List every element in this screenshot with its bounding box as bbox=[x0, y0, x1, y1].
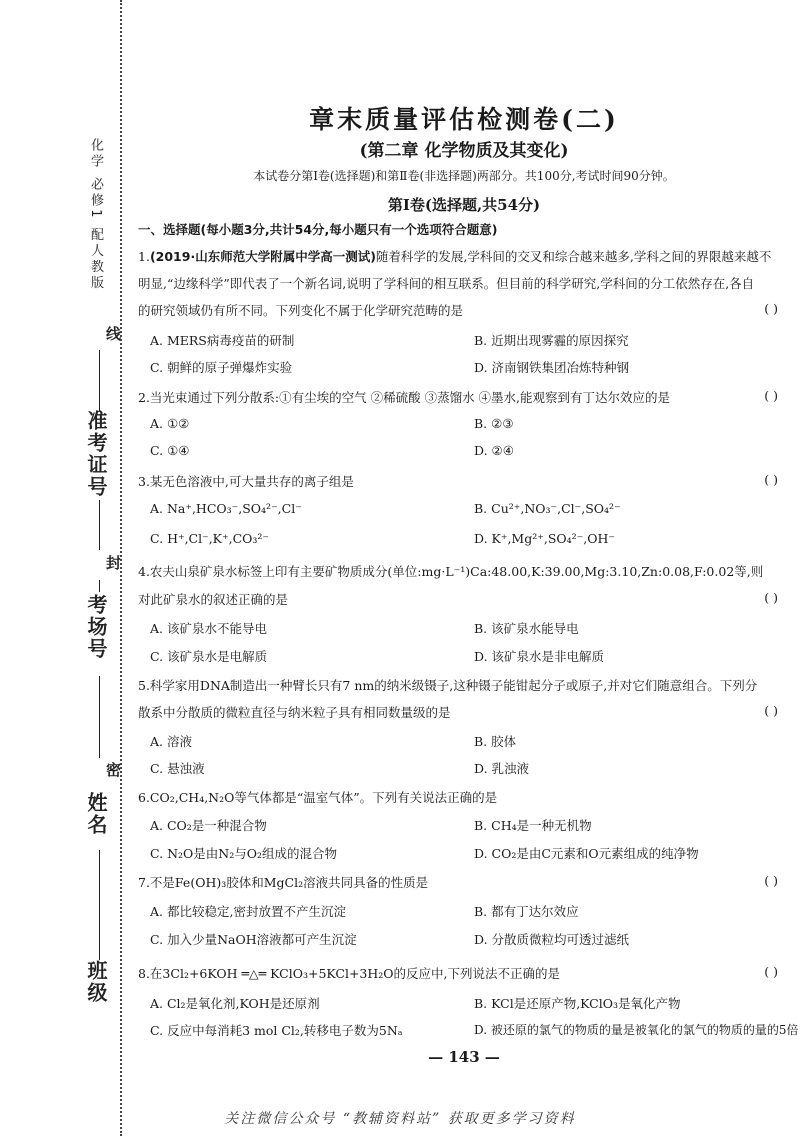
q6-option-a: A. CO₂是一种混合物 bbox=[150, 818, 267, 833]
q6-option-c: C. N₂O是由N₂与O₂组成的混合物 bbox=[150, 846, 337, 861]
q6-option-b: B. CH₄是一种无机物 bbox=[474, 818, 592, 833]
q1-option-d: D. 济南钢铁集团冶炼特种钢 bbox=[474, 360, 630, 375]
q2-option-d: D. ②④ bbox=[474, 443, 514, 458]
q3-line1 bbox=[138, 472, 790, 490]
q2-option-b: B. ②③ bbox=[474, 416, 514, 431]
q8-option-c: C. 反应中每消耗3 mol Cl₂,转移电子数为5Nₐ bbox=[150, 1023, 403, 1038]
binding-sidebar bbox=[0, 0, 120, 1136]
q8-option-a: A. Cl₂是氧化剂,KOH是还原剂 bbox=[150, 996, 320, 1011]
q2-option-a: A. ①② bbox=[150, 416, 190, 431]
section-heading: 第Ⅰ卷(选择题,共54分) bbox=[387, 196, 541, 214]
field-line-kch bbox=[99, 580, 100, 592]
section-instruction: 一、选择题(每小题3分,共计54分,每小题只有一个选项符合题意) bbox=[138, 222, 498, 237]
q4-option-a: A. 该矿泉水不能导电 bbox=[150, 621, 267, 636]
q7-option-b: B. 都有丁达尔效应 bbox=[474, 904, 579, 919]
q2-option-c: C. ①④ bbox=[150, 443, 190, 458]
q4-option-c: C. 该矿泉水是电解质 bbox=[150, 649, 268, 664]
q4-option-d: D. 该矿泉水是非电解质 bbox=[474, 649, 605, 664]
seal-char-xian: 线 bbox=[104, 326, 122, 341]
q5-option-c: C. 悬浊液 bbox=[150, 761, 205, 776]
q1-line3 bbox=[138, 301, 790, 319]
answer-bracket: ( ) bbox=[764, 703, 778, 718]
q4-line1: 4.农夫山泉矿泉水标签上印有主要矿物质成分(单位:mg·L⁻¹)Ca:48.00,K:39.00,Mg:3.10,Zn:0.08,F:0.02等,则 bbox=[138, 564, 764, 579]
q5-line1: 5.科学家用DNA制造出一种臂长只有7 nm的纳米级镊子,这种镊子能钳起分子或原子,并对它们随意组合。下列分 bbox=[138, 678, 758, 693]
q3-option-b: B. Cu²⁺,NO₃⁻,Cl⁻,SO₄²⁻ bbox=[474, 501, 621, 516]
field-line-zkz bbox=[99, 350, 100, 412]
q8-line1 bbox=[138, 964, 790, 982]
answer-bracket: ( ) bbox=[764, 388, 778, 403]
q4-text2: 对此矿泉水的叙述正确的是 bbox=[138, 592, 289, 607]
page-number: — 143 — bbox=[428, 1048, 500, 1066]
q1-text: 随着科学的发展,学科间的交叉和综合越来越多,学科之间的界限越来越不 bbox=[375, 249, 772, 264]
q5-line2 bbox=[138, 703, 790, 721]
seal-char-mi: 密 bbox=[104, 762, 122, 777]
answer-bracket: ( ) bbox=[764, 590, 778, 605]
book-info: 化学 必修1 配人教版 bbox=[88, 138, 103, 292]
field-line-kch-2 bbox=[99, 676, 100, 758]
q3-text: 3.某无色溶液中,可大量共存的离子组是 bbox=[138, 474, 354, 489]
answer-bracket: ( ) bbox=[764, 873, 778, 888]
q5-text2: 散系中分散质的微粒直径与纳米粒子具有相同数量级的是 bbox=[138, 705, 451, 720]
q7-line1 bbox=[138, 873, 790, 891]
q5-option-d: D. 乳浊液 bbox=[474, 761, 530, 776]
field-label-room-number: 考场号 bbox=[84, 594, 108, 660]
answer-bracket: ( ) bbox=[764, 301, 778, 316]
q8-text: 8.在3Cl₂+6KOH ═△═ KClO₃+5KCl+3H₂O的反应中,下列说法不正确的是 bbox=[138, 966, 561, 981]
field-label-class: 班级 bbox=[84, 960, 108, 1004]
page-subtitle: (第二章 化学物质及其变化) bbox=[359, 141, 569, 161]
q1-source: (2019·山东师范大学附属中学高一测试) bbox=[149, 249, 376, 264]
field-label-name: 姓名 bbox=[84, 792, 108, 836]
q1-line1 bbox=[138, 247, 790, 265]
q3-option-d: D. K⁺,Mg²⁺,SO₄²⁻,OH⁻ bbox=[474, 531, 615, 546]
q4-line2 bbox=[138, 590, 790, 608]
q7-text: 7.不是Fe(OH)₃胶体和MgCl₂溶液共同具备的性质是 bbox=[138, 875, 429, 890]
q7-option-d: D. 分散质微粒均可透过滤纸 bbox=[474, 932, 630, 947]
q7-option-a: A. 都比较稳定,密封放置不产生沉淀 bbox=[150, 904, 346, 919]
answer-bracket: ( ) bbox=[764, 964, 778, 979]
q7-option-c: C. 加入少量NaOH溶液都可产生沉淀 bbox=[150, 932, 357, 947]
q5-option-b: B. 胶体 bbox=[474, 734, 517, 749]
q2-line1 bbox=[138, 388, 790, 406]
q1-option-b: B. 近期出现雾霾的原因探究 bbox=[474, 333, 629, 348]
q8-option-d: D. 被还原的氯气的物质的量是被氧化的氯气的物质的量的5倍 bbox=[474, 1023, 799, 1037]
footer-promo: 关注微信公众号 “教辅资料站” 获取更多学习资料 bbox=[224, 1111, 576, 1127]
q3-option-a: A. Na⁺,HCO₃⁻,SO₄²⁻,Cl⁻ bbox=[150, 501, 302, 516]
page-title: 章末质量评估检测卷(二) bbox=[309, 105, 619, 134]
exam-intro: 本试卷分第Ⅰ卷(选择题)和第Ⅱ卷(非选择题)两部分。共100分,考试时间90分钟。 bbox=[253, 169, 675, 183]
field-label-exam-number: 准考证号 bbox=[84, 410, 108, 498]
q1-option-c: C. 朝鲜的原子弹爆炸实验 bbox=[150, 360, 293, 375]
field-line-zkz-2 bbox=[99, 500, 100, 550]
q6-option-d: D. CO₂是由C元素和O元素组成的纯净物 bbox=[474, 846, 699, 861]
q5-option-a: A. 溶液 bbox=[150, 734, 192, 749]
q2-text: 2.当光束通过下列分散系:①有尘埃的空气 ②稀硫酸 ③蒸馏水 ④墨水,能观察到有丁达尔效应的是 bbox=[138, 390, 671, 405]
q1-text3: 的研究领域仍有所不同。下列变化不属于化学研究范畴的是 bbox=[138, 303, 464, 318]
binding-dotted-line bbox=[120, 0, 122, 1136]
q1-number: 1. bbox=[138, 249, 150, 264]
q4-option-b: B. 该矿泉水能导电 bbox=[474, 621, 579, 636]
seal-char-feng: 封 bbox=[104, 555, 122, 570]
q6-line1: 6.CO₂,CH₄,N₂O等气体都是“温室气体”。下列有关说法正确的是 bbox=[138, 790, 498, 805]
q1-line2: 明显,“边缘科学”即代表了一个新名词,说明了学科间的相互联系。但目前的科学研究,学科间的分工依然存在,各自 bbox=[138, 276, 755, 291]
q8-option-b: B. KCl是还原产物,KClO₃是氧化产物 bbox=[474, 996, 681, 1011]
answer-bracket: ( ) bbox=[764, 472, 778, 487]
q1-option-a: A. MERS病毒疫苗的研制 bbox=[150, 333, 295, 348]
q3-option-c: C. H⁺,Cl⁻,K⁺,CO₃²⁻ bbox=[150, 531, 270, 546]
field-line-name bbox=[99, 850, 100, 960]
